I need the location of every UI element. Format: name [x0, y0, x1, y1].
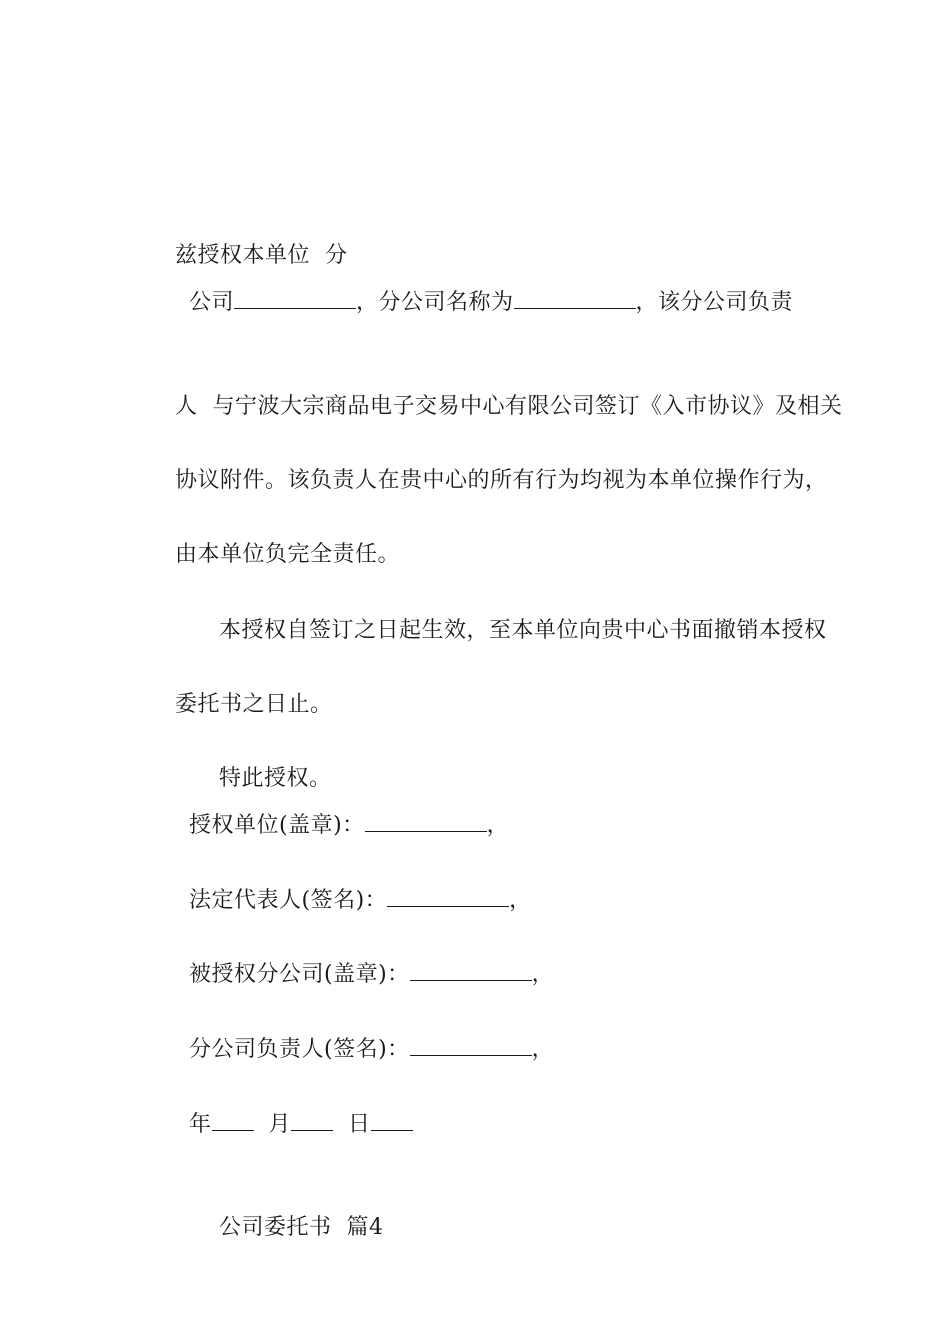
text: 委托书之日止。 — [174, 692, 333, 717]
text: 公司 — [189, 290, 235, 315]
text: ， — [509, 888, 532, 913]
branch-seal-blank — [410, 958, 532, 981]
text: ，该分公司负责 — [635, 290, 794, 315]
text: 人 与宁波大宗商品电子交易中心有限公司签订《入市协议》及相关 — [174, 394, 843, 419]
text: 兹授权本单位 分 — [174, 243, 348, 268]
text: ， — [486, 813, 510, 838]
text: ， — [531, 962, 555, 987]
company-blank — [234, 286, 356, 309]
label: 法定代表人(签名)： — [189, 888, 388, 913]
signature-line-branch-head — [189, 1033, 554, 1065]
paragraph-line — [189, 286, 793, 318]
month-label: 月 — [268, 1112, 292, 1137]
text: ， — [531, 1037, 555, 1062]
text: 特此授权。 — [218, 766, 332, 791]
label: 分公司负责人(签名)： — [189, 1037, 410, 1062]
date-line — [189, 1108, 413, 1140]
section-heading — [189, 1183, 383, 1273]
signature-line-unit — [189, 809, 509, 841]
text: 本授权自签订之日起生效，至本单位向贵中心书面撤销本授权 — [218, 618, 827, 643]
branch-name-blank — [514, 286, 636, 309]
month-blank — [291, 1108, 333, 1131]
year-label: 年 — [189, 1112, 212, 1137]
text: 协议附件。该负责人在贵中心的所有行为均视为本单位操作行为， — [174, 468, 828, 493]
signature-line-branch — [189, 958, 554, 990]
text: ，分公司名称为 — [356, 290, 514, 315]
unit-seal-blank — [365, 809, 487, 832]
label: 被授权分公司(盖章)： — [189, 962, 410, 987]
text: 由本单位负完全责任。 — [174, 542, 400, 567]
legal-rep-signature-blank — [387, 884, 509, 907]
branch-head-signature-blank — [410, 1033, 532, 1056]
year-blank — [212, 1108, 254, 1131]
day-label: 日 — [348, 1112, 371, 1137]
heading-text: 公司委托书 篇4 — [218, 1215, 384, 1240]
label: 授权单位(盖章)： — [189, 813, 365, 838]
signature-line-legal-rep — [189, 884, 532, 916]
day-blank — [371, 1108, 413, 1131]
